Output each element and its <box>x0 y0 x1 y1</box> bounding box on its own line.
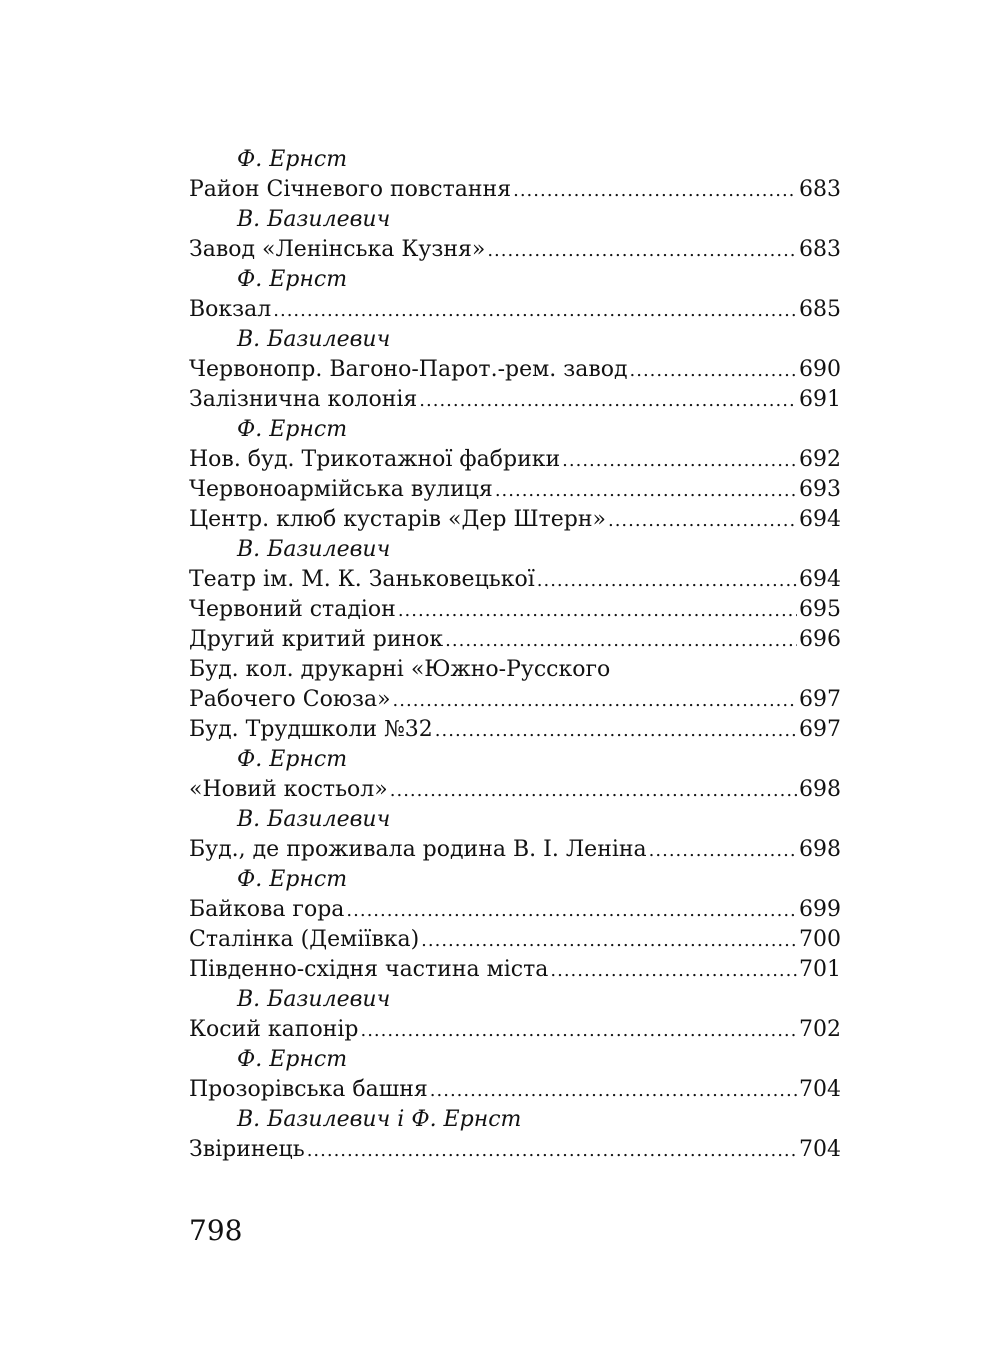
toc-author: В. Базилевич <box>237 327 391 352</box>
toc-entry-page: 694 <box>799 507 841 532</box>
dot-leader <box>608 505 797 536</box>
toc-author: В. Базилевич і Ф. Ернст <box>237 1107 522 1132</box>
toc-entry <box>189 385 841 415</box>
table-of-contents <box>189 145 841 1165</box>
dot-leader <box>562 445 797 476</box>
dot-leader <box>393 685 797 716</box>
toc-entry-page: 685 <box>799 297 841 322</box>
toc-entry <box>189 835 841 865</box>
toc-entry-title: Південно-східня частина міста <box>189 957 549 982</box>
toc-entry <box>189 235 841 265</box>
toc-entry <box>189 715 841 745</box>
toc-entry-title: Другий критий ринок <box>189 627 444 652</box>
toc-entry <box>189 895 841 925</box>
toc-entry-page: 692 <box>799 447 841 472</box>
toc-entry-page: 683 <box>799 237 841 262</box>
toc-author: В. Базилевич <box>237 987 391 1012</box>
toc-entry <box>189 475 841 505</box>
toc-entry <box>189 175 841 205</box>
toc-entry-title: Сталінка (Деміївка) <box>189 927 420 952</box>
toc-entry <box>189 925 841 955</box>
page-number: 798 <box>189 1214 243 1247</box>
toc-entry-title: Байкова гора <box>189 897 345 922</box>
toc-entry-title: Вокзал <box>189 297 272 322</box>
toc-entry-title: «Новий костьол» <box>189 777 388 802</box>
toc-entry <box>189 295 841 325</box>
dot-leader <box>445 625 797 656</box>
toc-entry-page: 694 <box>799 567 841 592</box>
dot-leader <box>419 385 797 416</box>
toc-author: Ф. Ернст <box>237 417 348 442</box>
toc-entry-page: 697 <box>799 687 841 712</box>
toc-entry <box>189 775 841 805</box>
toc-author: Ф. Ернст <box>237 267 348 292</box>
toc-entry-title: Район Січневого повстання <box>189 177 512 202</box>
toc-entry-page: 704 <box>799 1077 841 1102</box>
toc-entry-page: 693 <box>799 477 841 502</box>
toc-entry-title: Залізнична колонія <box>189 387 418 412</box>
dot-leader <box>398 595 797 626</box>
dot-leader <box>487 235 797 266</box>
toc-entry-title: Буд., де проживала родина В. І. Леніна <box>189 837 647 862</box>
toc-entry <box>189 565 841 595</box>
toc-entry <box>189 505 841 535</box>
toc-entry-title: Завод «Ленінська Кузня» <box>189 237 486 262</box>
toc-entry-title: Буд. Трудшколи №32 <box>189 717 433 742</box>
toc-author: В. Базилевич <box>237 537 391 562</box>
toc-entry <box>189 1015 841 1045</box>
dot-leader <box>360 1015 797 1046</box>
dot-leader <box>537 565 797 596</box>
toc-entry-title: Нов. буд. Трикотажної фабрики <box>189 447 561 472</box>
toc-entry <box>189 625 841 655</box>
toc-entry-page: 700 <box>799 927 841 952</box>
toc-entry-page: 702 <box>799 1017 841 1042</box>
toc-entry-page: 683 <box>799 177 841 202</box>
toc-entry <box>189 1135 841 1165</box>
toc-author: Ф. Ернст <box>237 867 348 892</box>
toc-entry-page: 697 <box>799 717 841 742</box>
toc-entry-page: 698 <box>799 777 841 802</box>
toc-entry-page: 701 <box>799 957 841 982</box>
toc-author: Ф. Ернст <box>237 147 348 172</box>
toc-entry <box>189 1075 841 1105</box>
dot-leader <box>550 955 797 986</box>
toc-entry <box>189 355 841 385</box>
toc-entry-title: Рабочего Союза» <box>189 687 391 712</box>
dot-leader <box>649 835 797 866</box>
toc-entry-page: 699 <box>799 897 841 922</box>
toc-entry <box>189 955 841 985</box>
toc-author: Ф. Ернст <box>237 747 348 772</box>
toc-entry-page: 690 <box>799 357 841 382</box>
toc-author: Ф. Ернст <box>237 1047 348 1072</box>
toc-entry <box>189 595 841 625</box>
toc-entry-title: Червонопр. Вагоно-Парот.-рем. завод <box>189 357 628 382</box>
dot-leader <box>346 895 797 926</box>
toc-entry-title: Червоноармійська вулиця <box>189 477 493 502</box>
toc-entry-page: 695 <box>799 597 841 622</box>
dot-leader <box>630 355 798 386</box>
toc-entry <box>189 685 841 715</box>
toc-entry-title-continued: Буд. кол. друкарні «Южно-Русского <box>189 657 611 682</box>
toc-entry-title: Косий капонір <box>189 1017 359 1042</box>
toc-entry-page: 696 <box>799 627 841 652</box>
toc-entry-title: Червоний стадіон <box>189 597 396 622</box>
dot-leader <box>430 1075 797 1106</box>
toc-entry-title: Звіринець <box>189 1137 305 1162</box>
toc-entry-page: 691 <box>799 387 841 412</box>
toc-entry-page: 704 <box>799 1137 841 1162</box>
toc-entry-title: Центр. клюб кустарів «Дер Штерн» <box>189 507 606 532</box>
toc-author: В. Базилевич <box>237 807 391 832</box>
dot-leader <box>435 715 797 746</box>
dot-leader <box>307 1135 797 1166</box>
dot-leader <box>513 175 797 206</box>
toc-entry <box>189 445 841 475</box>
dot-leader <box>495 475 797 506</box>
dot-leader <box>273 295 797 326</box>
toc-entry-page: 698 <box>799 837 841 862</box>
toc-author: В. Базилевич <box>237 207 391 232</box>
toc-entry-title: Прозорівська башня <box>189 1077 428 1102</box>
dot-leader <box>421 925 797 956</box>
toc-entry-title: Театр ім. М. К. Заньковецької <box>189 567 535 592</box>
dot-leader <box>390 775 797 806</box>
